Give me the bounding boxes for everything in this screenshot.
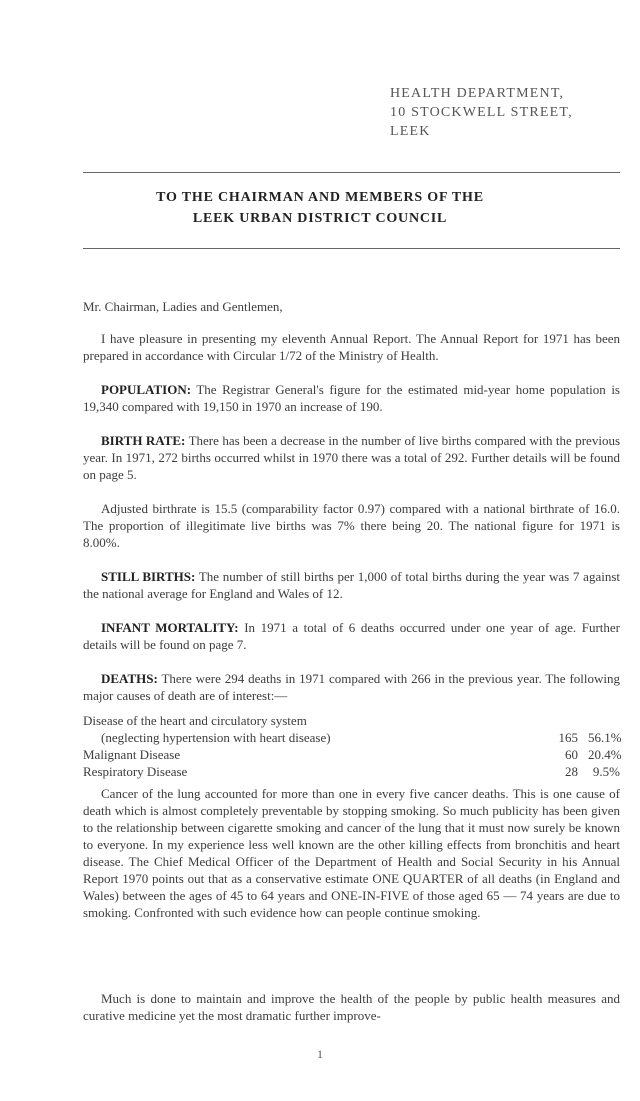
birth-rate-paragraph (83, 432, 620, 483)
still-births-heading: STILL BIRTHS: (101, 569, 196, 584)
address-block (390, 84, 573, 141)
cause-percent: 56.1% (588, 730, 622, 745)
intro-paragraph: I have pleasure in presenting my eleventh Annual Report. The Annual Report for 1971 has been prepared in accordance with Circular 1/72 of the Ministry of Health. (83, 331, 620, 363)
birth-rate-text: There has been a decrease in the number of live births compared with the previous year. In 1971, 272 births occurred whilst in 1970 there was a total of 292. Further details will be found on page 5. (83, 433, 620, 482)
title-line-2: LEEK URBAN DISTRICT COUNCIL (192, 211, 448, 226)
deaths-text: There were 294 deaths in 1971 compared with 266 in the previous year. The following major causes of death are of interest:— (83, 671, 620, 703)
infant-mortality-paragraph (83, 619, 620, 653)
cause-count: 165 (558, 730, 578, 745)
cause-label: Disease of the heart and circulatory system (83, 713, 307, 728)
cause-count: 60 (565, 747, 578, 762)
causes-of-death-table (83, 712, 620, 780)
cause-label: (neglecting hypertension with heart disease) (101, 730, 331, 745)
table-row (83, 763, 620, 780)
address-line-1: HEALTH DEPARTMENT, (390, 86, 565, 101)
cause-label: Malignant Disease (83, 747, 181, 762)
cancer-paragraph: Cancer of the lung accounted for more than one in every five cancer deaths. This is one cause of death which is almost completely preventable by stopping smoking. So much publicity has been given to the relationship between cigarette smoking and cancer of the lung that it must now surely be known to everyone. In my experience less well known are the other killing effects from bronchitis and heart disease. The Chief Medical Officer of the Department of Health and Social Security in his Annual Report 1970 points out that as a conservative estimate ONE QUARTER of all deaths (in England and Wales) between the ages of 45 to 64 years and ONE-IN-FIVE of those aged 65 — 74 years are due to smoking. Confronted with such evidence how can people continue smoking. (83, 786, 620, 920)
population-text: The Registrar General's figure for the estimated mid-year home population is 19,340 compared with 19,150 in 1970 an increase of 190. (83, 382, 620, 414)
address-line-2: 10 STOCKWELL STREET, (390, 105, 573, 120)
table-row (83, 746, 620, 763)
cause-percent: 20.4% (588, 747, 622, 762)
page-number: 1 (317, 1047, 323, 1061)
top-divider (83, 172, 620, 173)
still-births-text: The number of still births per 1,000 of total births during the year was 7 against the national average for England and Wales of 12. (83, 569, 621, 601)
bottom-divider (83, 248, 620, 249)
cause-label: Respiratory Disease (83, 764, 188, 779)
deaths-paragraph (83, 670, 620, 704)
table-row (83, 712, 620, 729)
table-row (83, 729, 620, 746)
salutation: Mr. Chairman, Ladies and Gentlemen, (83, 299, 283, 314)
birth-rate-heading: BIRTH RATE: (101, 433, 186, 448)
adjusted-birthrate-paragraph: Adjusted birthrate is 15.5 (comparability factor 0.97) compared with a national birthrate of 16.0. The proportion of illegitimate live births was 7% there being 20. The national figure for 1971 is 8.00%. (83, 501, 620, 550)
title-line-1: TO THE CHAIRMAN AND MEMBERS OF THE (156, 190, 484, 205)
cause-count: 28 (565, 764, 578, 779)
deaths-heading: DEATHS: (101, 671, 158, 686)
population-heading: POPULATION: (101, 382, 192, 397)
population-paragraph (83, 381, 620, 415)
closing-paragraph: Much is done to maintain and improve the health of the people by public health measures and curative medicine yet the most dramatic further improve- (83, 991, 620, 1023)
infant-mortality-heading: INFANT MORTALITY: (101, 620, 239, 635)
infant-mortality-text: In 1971 a total of 6 deaths occurred under one year of age. Further details will be found on page 7. (83, 620, 621, 652)
address-line-3: LEEK (390, 124, 431, 139)
cause-percent: 9.5% (592, 764, 620, 779)
still-births-paragraph (83, 568, 620, 602)
